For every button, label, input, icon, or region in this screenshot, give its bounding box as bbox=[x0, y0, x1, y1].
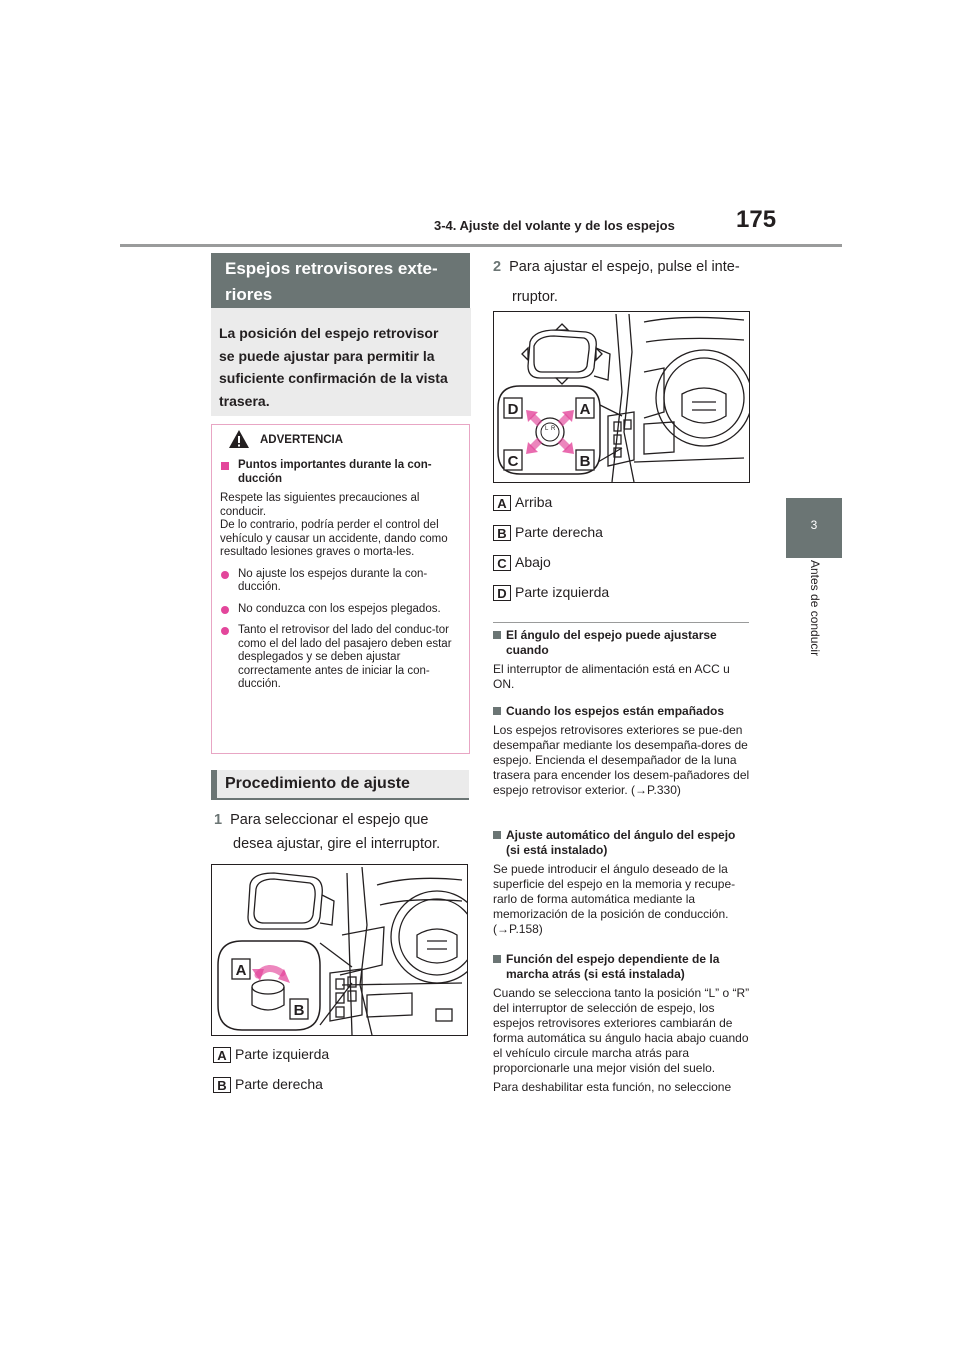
note-heading bbox=[493, 628, 751, 658]
legend-key: C bbox=[493, 555, 511, 571]
section-title-line1: Espejos retrovisores exte- bbox=[225, 259, 438, 278]
warning-item-text: No conduzca con los espejos plegados. bbox=[238, 602, 441, 615]
legend-text: Parte derecha bbox=[235, 1076, 323, 1092]
mirror-select-figure bbox=[211, 864, 468, 1036]
note-heading-text: Ajuste automático del ángulo del espejo (si está instalado) bbox=[506, 828, 736, 857]
legend-item bbox=[213, 1046, 329, 1063]
note-block bbox=[493, 828, 751, 937]
note-heading-text: El ángulo del espejo puede ajustarse cuando bbox=[506, 628, 717, 657]
legend-item bbox=[493, 494, 552, 511]
note-body: El interruptor de alimentación está en ACC u ON. bbox=[493, 662, 730, 691]
warning-heading-line2: ducción bbox=[238, 472, 283, 485]
legend-key: A bbox=[213, 1047, 231, 1063]
legend-text: Parte izquierda bbox=[235, 1046, 330, 1062]
step-text-line2: rruptor. bbox=[512, 289, 558, 305]
note-heading-text: Función del espejo dependiente de la marcha atrás (si está instalada) bbox=[506, 952, 720, 981]
note-body: Cuando se selecciona tanto la posición “L” o “R” del interruptor de selección de espejo, los espejos retrovisores exteriores cambiarán de forma automática su ángulo hacia abajo cuando el vehículo circule marcha atrás para proporcionarle una mejor visión del suelo. bbox=[493, 986, 750, 1075]
note-heading bbox=[493, 704, 751, 719]
running-header-section: 3-4. Ajuste del volante y de los espejos bbox=[434, 218, 675, 233]
note-heading bbox=[493, 952, 751, 982]
note-body: Se puede introducir el ángulo deseado de la superficie del espejo en la memoria y recupe-rarlo de forma automática mediante la memorización de la posición de conducción. (→P.158) bbox=[493, 862, 736, 936]
note-block bbox=[493, 952, 751, 1095]
page-number: 175 bbox=[736, 206, 777, 233]
square-bullet-icon bbox=[221, 462, 229, 470]
figure2-label-l: L bbox=[545, 426, 549, 432]
legend-item bbox=[493, 554, 551, 571]
legend-key: D bbox=[493, 585, 511, 601]
warning-item bbox=[220, 603, 466, 617]
square-bullet-icon bbox=[493, 955, 501, 963]
intro-box bbox=[211, 308, 471, 416]
step-2 bbox=[493, 255, 755, 309]
warning-body bbox=[220, 459, 466, 700]
figure2-label-a: A bbox=[579, 401, 591, 418]
warning-heading-line1: Puntos importantes durante la con- bbox=[238, 459, 432, 471]
step-number: 2 bbox=[493, 259, 502, 275]
legend-text: Parte izquierda bbox=[515, 584, 610, 600]
notes-divider bbox=[493, 622, 749, 623]
step-text-line2: desea ajustar, gire el interruptor. bbox=[233, 836, 441, 852]
warning-item bbox=[220, 568, 466, 595]
warning-title: ADVERTENCIA bbox=[260, 434, 344, 446]
legend-key: B bbox=[213, 1077, 231, 1093]
warning-paragraph bbox=[220, 492, 466, 560]
step-text: Para seleccionar el espejo que bbox=[230, 812, 429, 828]
legend-key: B bbox=[493, 525, 511, 541]
legend-item bbox=[493, 584, 609, 601]
figure2-label-r: R bbox=[551, 426, 556, 432]
chapter-tab: 3 bbox=[786, 498, 842, 558]
mirror-select-illustration bbox=[212, 865, 467, 1035]
legend-key: A bbox=[493, 495, 511, 511]
dot-bullet-icon bbox=[221, 571, 229, 579]
intro-line: se puede ajustar para permitir la bbox=[219, 347, 435, 364]
legend-item bbox=[493, 524, 603, 541]
intro-line: trasera. bbox=[219, 392, 270, 409]
figure1-label-b: B bbox=[293, 1002, 305, 1019]
figure1-label-a: A bbox=[235, 962, 247, 979]
intro-line: La posición del espejo retrovisor bbox=[219, 325, 439, 341]
intro-line: suficiente confirmación de la vista bbox=[219, 370, 448, 386]
chapter-tab-title bbox=[806, 560, 822, 690]
legend-text: Abajo bbox=[515, 554, 551, 570]
figure2-label-d: D bbox=[507, 401, 519, 418]
square-bullet-icon bbox=[493, 631, 501, 639]
step-1 bbox=[214, 808, 474, 856]
warning-heading bbox=[220, 459, 466, 486]
warning-box bbox=[211, 424, 470, 754]
chapter-title-text: Antes de conducir bbox=[808, 560, 822, 657]
figure2-label-c: C bbox=[507, 453, 519, 470]
warning-header bbox=[212, 425, 469, 456]
note-body: Los espejos retrovisores exteriores se pue-den desempañar mediante los desempaña-dores de espejo. Encienda el desempañador de la luna trasera para encender los desem-pañadores del espejo retrovisor exterior. (→P.330) bbox=[493, 723, 750, 797]
mirror-adjust-illustration bbox=[494, 312, 749, 482]
section-title-line2: riores bbox=[225, 285, 273, 304]
warning-para1: Respete las siguientes precauciones al conducir. bbox=[220, 492, 420, 518]
dot-bullet-icon bbox=[221, 606, 229, 614]
procedure-title: Procedimiento de ajuste bbox=[211, 770, 469, 800]
legend-text: Parte derecha bbox=[515, 524, 603, 540]
warning-item bbox=[220, 624, 466, 692]
note-heading bbox=[493, 828, 751, 858]
warning-item-text: No ajuste los espejos durante la con-ducción. bbox=[238, 567, 428, 593]
note-block bbox=[493, 704, 751, 798]
step-text: Para ajustar el espejo, pulse el inte- bbox=[509, 259, 740, 275]
warning-item-text: Tanto el retrovisor del lado del conduc-tor como el del lado del pasajero deben estar desplegados y se deben ajustar correctamente antes de iniciar la con-ducción. bbox=[238, 624, 452, 690]
warning-triangle-icon bbox=[228, 429, 250, 449]
dot-bullet-icon bbox=[221, 627, 229, 635]
note-body-continued: Para deshabilitar esta función, no seleccione bbox=[493, 1080, 732, 1094]
header-rule bbox=[120, 244, 842, 247]
note-block bbox=[493, 628, 751, 692]
legend-text: Arriba bbox=[515, 494, 553, 510]
legend-item bbox=[213, 1076, 323, 1093]
figure2-label-b: B bbox=[579, 453, 591, 470]
section-title bbox=[211, 253, 470, 308]
warning-para2: De lo contrario, podría perder el control del vehículo y causar un accidente, dando como resultado lesiones graves o morta-les. bbox=[220, 519, 448, 558]
step-number: 1 bbox=[214, 812, 223, 828]
mirror-adjust-figure bbox=[493, 311, 750, 483]
square-bullet-icon bbox=[493, 707, 501, 715]
square-bullet-icon bbox=[493, 831, 501, 839]
note-heading-text: Cuando los espejos están empañados bbox=[506, 704, 725, 718]
